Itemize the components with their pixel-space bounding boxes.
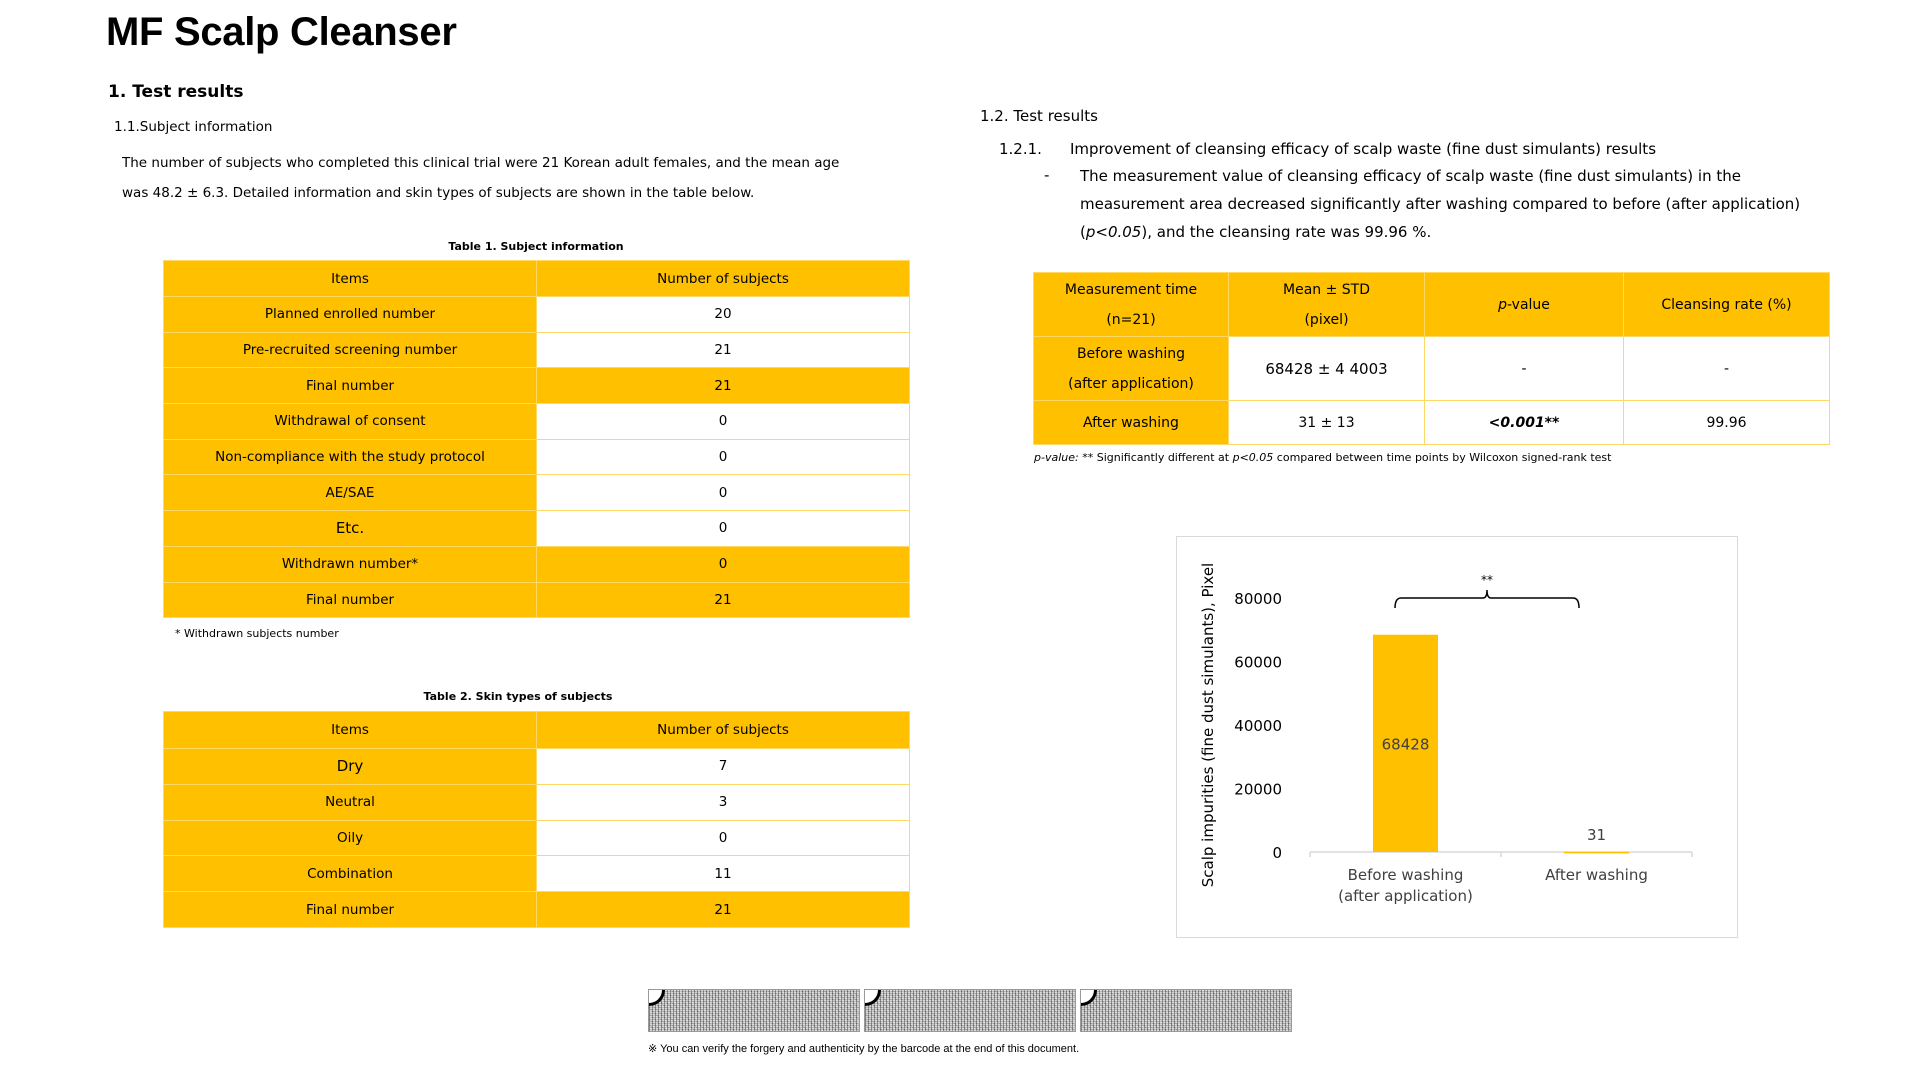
cell-value: 21: [537, 892, 910, 928]
header-mean-std: Mean ± STD (pixel): [1229, 273, 1425, 337]
cell-value: 11: [537, 856, 910, 892]
cell-item: AE/SAE: [164, 475, 537, 511]
cell-value: 0: [537, 404, 910, 440]
results-table-footnote: p-value: ** Significantly different at p<0.05 compared between time points by Wilcoxon signed-rank test: [1034, 451, 1612, 464]
cell-cleansing-rate: 99.96: [1624, 401, 1830, 445]
section-heading-test-results: 1. Test results: [108, 82, 244, 102]
header-p-value: p-value: [1425, 273, 1624, 337]
cell-item: Neutral: [164, 784, 537, 820]
subject-information-table: [163, 260, 910, 618]
cell-value: 0: [537, 511, 910, 547]
subsection-heading-subject-info: 1.1.Subject information: [114, 119, 273, 135]
verification-barcode: [864, 989, 1076, 1032]
table-row: [164, 297, 910, 333]
barcode-strip: [648, 989, 1292, 1032]
paragraph-line: was 48.2 ± 6.3. Detailed information and skin types of subjects are shown in the table below.: [122, 185, 755, 201]
table-row: [164, 820, 910, 856]
cell-item: Final number: [164, 368, 537, 404]
table-row: [164, 404, 910, 440]
y-tick-label: 80000: [1234, 590, 1282, 608]
significance-bracket: [1395, 590, 1579, 608]
table-row: [164, 439, 910, 475]
bullet-dash: -: [1044, 166, 1050, 184]
header-number-of-subjects: Number of subjects: [537, 261, 910, 297]
cell-value: 0: [537, 546, 910, 582]
verification-barcode: [648, 989, 860, 1032]
table-row: [164, 475, 910, 511]
cell-p-value: -: [1425, 337, 1624, 401]
y-tick-label: 40000: [1234, 717, 1282, 735]
paragraph-line: The number of subjects who completed this clinical trial were 21 Korean adult females, and the mean age: [122, 155, 840, 171]
header-measurement-time: Measurement time (n=21): [1034, 273, 1229, 337]
cell-value: 7: [537, 749, 910, 785]
bar: [1564, 852, 1629, 854]
significance-label: **: [1481, 573, 1493, 587]
cell-value: 0: [537, 820, 910, 856]
verification-barcode: [1080, 989, 1292, 1032]
table-header-row: [164, 261, 910, 297]
section-heading-test-results-1-2: 1.2. Test results: [980, 107, 1098, 125]
table-row: [164, 332, 910, 368]
table-header-row: [164, 712, 910, 749]
subsection-title: Improvement of cleansing efficacy of scalp waste (fine dust simulants) results: [1070, 140, 1657, 158]
paragraph-line: The measurement value of cleansing efficacy of scalp waste (fine dust simulants) in the: [1080, 167, 1741, 185]
header-number-of-subjects: Number of subjects: [537, 712, 910, 749]
cleansing-results-table: [1033, 272, 1830, 445]
table-row: [164, 892, 910, 928]
x-tick-label: Before washing: [1347, 866, 1464, 884]
barcode-corner-mark-icon: [865, 990, 881, 1006]
cell-item: Final number: [164, 892, 537, 928]
document-title: MF Scalp Cleanser: [106, 10, 457, 54]
bar-chart: [1176, 536, 1738, 938]
cell-measurement-time: After washing: [1034, 401, 1229, 445]
header-items: Items: [164, 261, 537, 297]
barcode-corner-mark-icon: [1081, 990, 1097, 1006]
y-tick-label: 20000: [1234, 780, 1282, 799]
table1-footnote: * Withdrawn subjects number: [175, 627, 339, 640]
data-label: 68428: [1381, 735, 1430, 754]
cell-p-value: <0.001**: [1425, 401, 1624, 445]
table-row: [164, 368, 910, 404]
skin-types-table: [163, 711, 910, 928]
table-row: [164, 582, 910, 618]
cell-mean-std: 68428 ± 4 4003: [1229, 337, 1425, 401]
data-label: 31: [1586, 825, 1607, 844]
cell-item: Non-compliance with the study protocol: [164, 439, 537, 475]
cell-value: 0: [537, 475, 910, 511]
table-row: [164, 784, 910, 820]
cell-cleansing-rate: -: [1624, 337, 1830, 401]
y-axis-label: Scalp impurities (fine dust simulants), Pixel: [1199, 562, 1217, 888]
header-cleansing-rate: Cleansing rate (%): [1624, 273, 1830, 337]
table1-caption: Table 1. Subject information: [448, 240, 624, 253]
table-row: [1034, 401, 1830, 445]
cell-item: Oily: [164, 820, 537, 856]
cell-item: Etc.: [164, 511, 537, 547]
cell-item: Final number: [164, 582, 537, 618]
y-tick-label: 60000: [1234, 653, 1282, 672]
cell-value: 20: [537, 297, 910, 333]
table-row: [164, 749, 910, 785]
barcode-corner-mark-icon: [649, 990, 665, 1006]
paragraph-line: measurement area decreased significantly after washing compared to before (after application): [1080, 195, 1801, 213]
cell-mean-std: 31 ± 13: [1229, 401, 1425, 445]
cell-value: 0: [537, 439, 910, 475]
results-paragraph: [1080, 162, 1800, 246]
x-tick-label: (after application): [1338, 887, 1473, 905]
table-row: [164, 511, 910, 547]
subsection-number: 1.2.1.: [999, 140, 1042, 158]
cell-value: 21: [537, 332, 910, 368]
cell-value: 21: [537, 582, 910, 618]
x-tick-label: After washing: [1545, 866, 1648, 884]
cell-item: Dry: [164, 749, 537, 785]
y-tick-label: 0: [1272, 844, 1282, 862]
cell-value: 3: [537, 784, 910, 820]
cell-item: Withdrawal of consent: [164, 404, 537, 440]
table-row: [164, 546, 910, 582]
barcode-note: ※ You can verify the forgery and authenticity by the barcode at the end of this document.: [648, 1043, 1080, 1055]
table-header-row: [1034, 273, 1830, 337]
subject-info-paragraph: [122, 148, 839, 208]
cell-item: Withdrawn number*: [164, 546, 537, 582]
cell-value: 21: [537, 368, 910, 404]
cell-measurement-time: Before washing (after application): [1034, 337, 1229, 401]
header-items: Items: [164, 712, 537, 749]
table-row: [164, 856, 910, 892]
cell-item: Pre-recruited screening number: [164, 332, 537, 368]
cell-item: Combination: [164, 856, 537, 892]
table2-caption: Table 2. Skin types of subjects: [423, 690, 613, 703]
cell-item: Planned enrolled number: [164, 297, 537, 333]
table-row: [1034, 337, 1830, 401]
paragraph-line: (p<0.05), and the cleansing rate was 99.96 %.: [1080, 223, 1432, 241]
